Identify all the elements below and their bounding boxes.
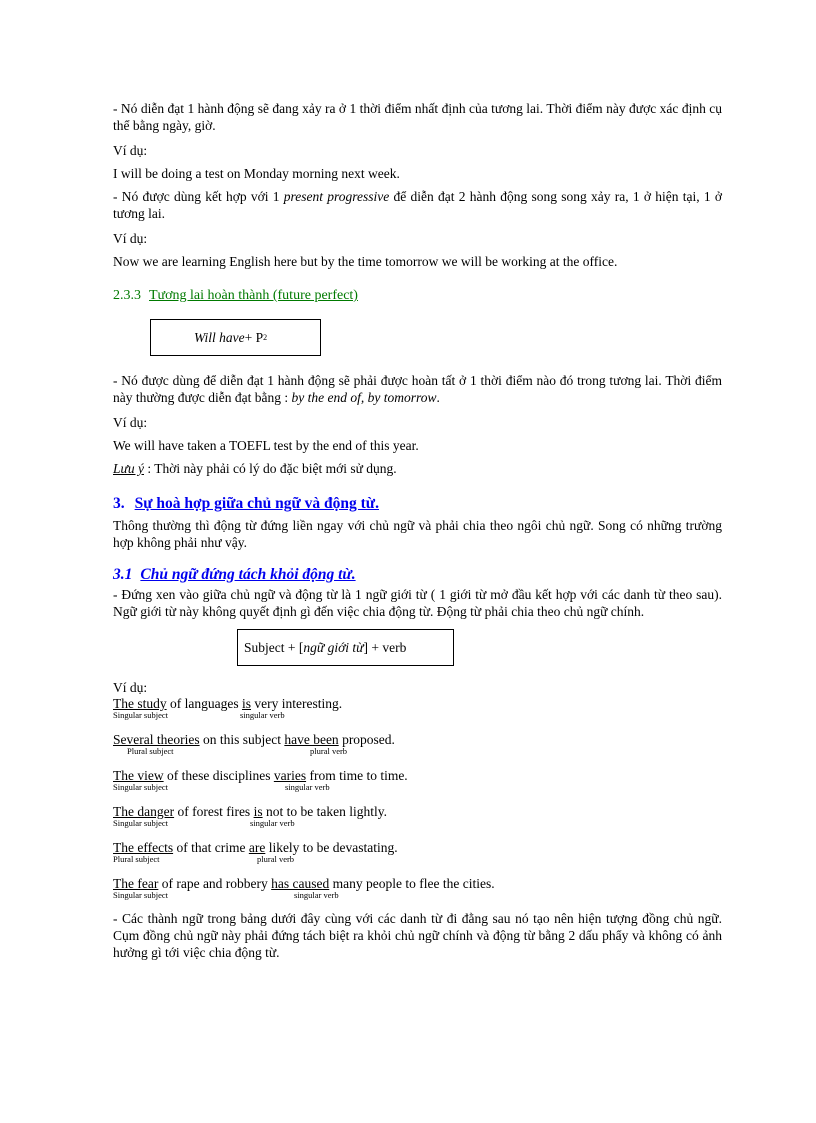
verb-label: singular verb [285, 782, 330, 792]
subject-label: Plural subject [113, 854, 160, 864]
example-label: Ví dụ: [113, 231, 148, 246]
paragraph: Thông thường thì động từ đứng liền ngay với chủ ngữ và phải chia theo ngôi chủ ngữ. Song có những trường hợp không phải như vậy. [113, 518, 722, 550]
subject-label: Singular subject [113, 890, 169, 900]
note: Lưu ý : Thời này phải có lý do đặc biệt mới sử dụng. [113, 461, 397, 476]
formula-box-future-perfect: Will have + P 2 [150, 319, 321, 356]
verb-label: singular verb [250, 818, 295, 828]
verb-label: plural verb [310, 746, 348, 756]
section-heading-3-1: 3.1 Chủ ngữ đứng tách khỏi động từ. [113, 566, 356, 583]
section-heading-2-3-3: 2.3.3 Tương lai hoàn thành (future perfect) [113, 288, 358, 303]
example-label: Ví dụ: [113, 415, 148, 430]
document-page [113, 100, 722, 961]
paragraph: - Nó diễn đạt 1 hành động sẽ đang xảy ra ở 1 thời điểm nhất định của tương lai. Thời điểm này được xác định cụ thể bằng ngày, giờ. [113, 101, 722, 133]
example-sentence-1: The study of languages is very interesting. Singular subject singular verb [113, 696, 343, 720]
subject-label: Singular subject [113, 818, 169, 828]
section-heading-3: 3. Sự hoà hợp giữa chủ ngữ và động từ. [113, 495, 379, 512]
formula-box-subject-verb: Subject + [ ngữ giới từ ] + verb [237, 629, 454, 666]
example-sentence: Now we are learning English here but by the time tomorrow we will be working at the office. [113, 254, 618, 269]
paragraph: - Đứng xen vào giữa chủ ngữ và động từ là 1 ngữ giới từ ( 1 giới từ mở đầu kết hợp với các danh từ theo sau). Ngữ giới từ này không quyết định gì đến việc chia động từ. Động từ phải chia theo chủ ngữ chính. [113, 587, 722, 619]
subject-label: Singular subject [113, 782, 169, 792]
paragraph: - Nó được dùng kết hợp với 1 present progressive để diễn đạt 2 hành động song song xảy ra, 1 ở hiện tại, 1 ở tương lai. [113, 189, 722, 221]
example-sentence-5: The effects of that crime are likely to be devastating. Plural subject plural verb [113, 840, 398, 864]
example-sentence: We will have taken a TOEFL test by the end of this year. [113, 438, 419, 453]
example-sentence-4: The danger of forest fires is not to be taken lightly. Singular subject singular verb [113, 804, 387, 828]
example-label: Ví dụ: [113, 143, 148, 158]
subject-label: Singular subject [113, 710, 169, 720]
verb-label: plural verb [257, 854, 295, 864]
verb-label: singular verb [294, 890, 339, 900]
paragraph: - Nó được dùng để diễn đạt 1 hành động sẽ phải được hoàn tất ở 1 thời điểm nào đó trong tương lai. Thời điểm này thường được diễn đạt bằng : by the end of, by tomorrow. [113, 373, 722, 405]
example-sentence-6: The fear of rape and robbery has caused many people to flee the cities. Singular subject singular verb [113, 876, 495, 900]
example-sentence-2: Several theories on this subject have been proposed. Plural subject plural verb [113, 732, 395, 756]
verb-label: singular verb [240, 710, 285, 720]
paragraph: - Các thành ngữ trong bảng dưới đây cùng với các danh từ đi đằng sau nó tạo nên hiện tượng đồng chủ ngữ. Cụm đồng chủ ngữ này phải đứng tách biệt ra khỏi chủ ngữ chính và động từ bằng 2 dấu phẩy và không có ảnh hưởng gì tới việc chia động từ. [113, 911, 722, 960]
example-label: Ví dụ: [113, 680, 148, 695]
example-sentence-3: The view of these disciplines varies from time to time. Singular subject singular verb [113, 768, 408, 792]
example-sentence: I will be doing a test on Monday morning next week. [113, 166, 400, 181]
subject-label: Plural subject [127, 746, 174, 756]
